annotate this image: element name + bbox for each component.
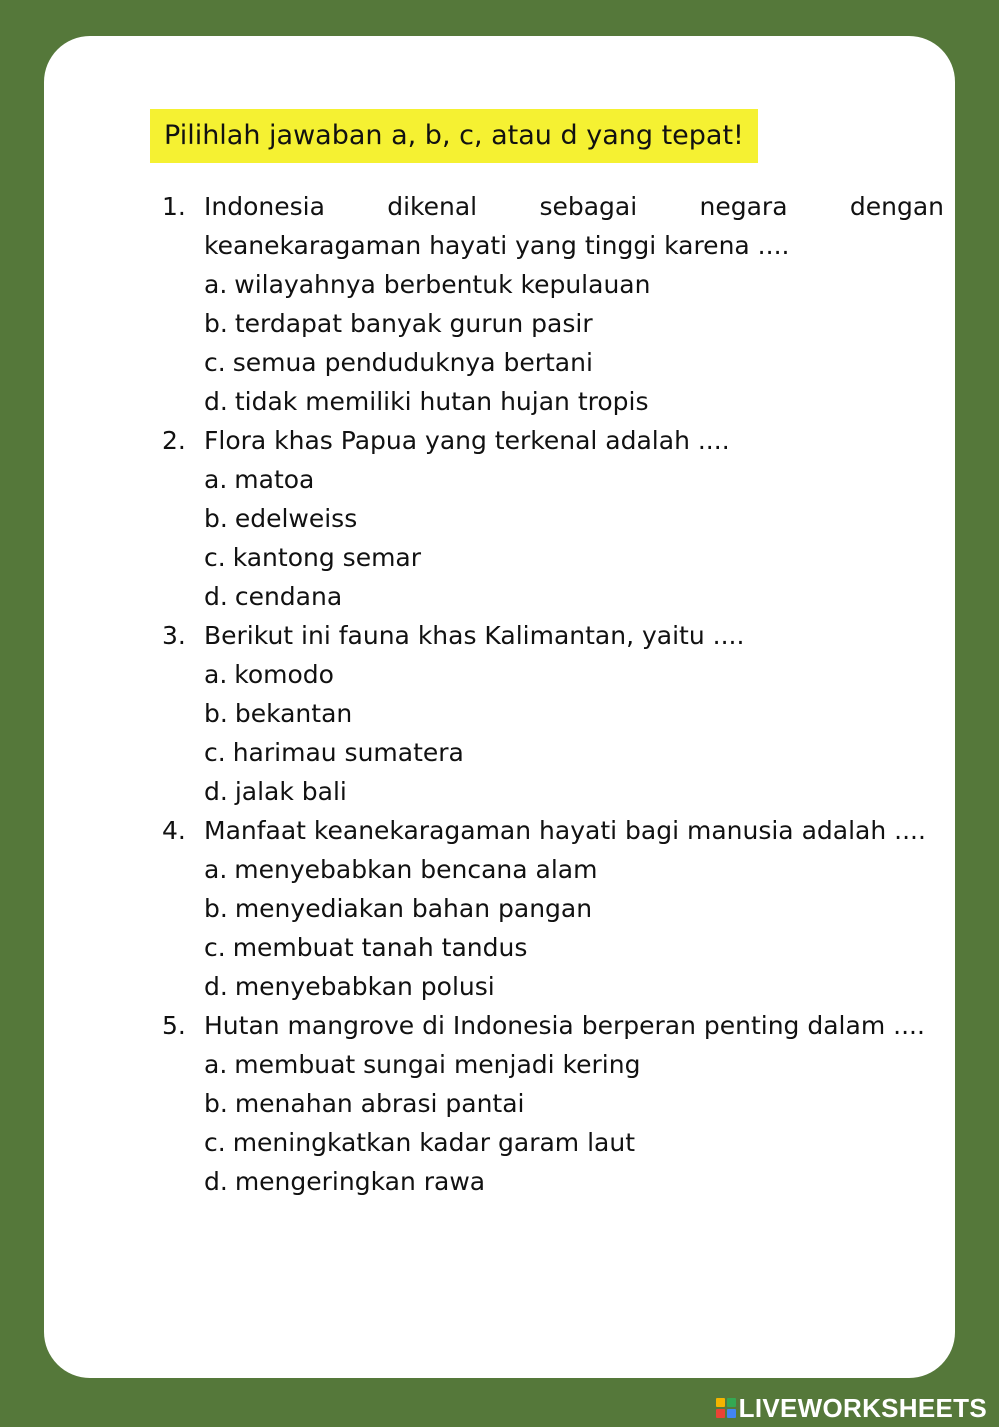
option-letter: c. [204, 933, 226, 962]
question-text: Indonesia dikenal sebagai negara dengan keanekaragaman hayati yang tinggi karena .... [204, 192, 944, 260]
question-item [162, 187, 944, 421]
option-letter: c. [204, 738, 226, 767]
option-text: tidak memiliki hutan hujan tropis [234, 387, 649, 416]
option-text: menahan abrasi pantai [234, 1089, 525, 1118]
option-letter: c. [204, 1128, 226, 1157]
option-letter: b. [204, 894, 228, 923]
question-text: Manfaat keanekaragaman hayati bagi manusia adalah .... [204, 816, 926, 845]
option-letter: a. [204, 855, 228, 884]
answer-option [204, 850, 944, 889]
option-letter: a. [204, 465, 228, 494]
option-list [204, 655, 944, 811]
answer-option [204, 538, 944, 577]
option-text: meningkatkan kadar garam laut [232, 1128, 636, 1157]
answer-option [204, 928, 944, 967]
question-item [162, 811, 944, 1006]
logo-square [727, 1409, 736, 1418]
answer-option [204, 889, 944, 928]
logo-square [727, 1398, 736, 1407]
answer-option [204, 499, 944, 538]
answer-option [204, 343, 944, 382]
option-letter: a. [204, 660, 228, 689]
option-letter: b. [204, 504, 228, 533]
brand-name: LIVEWORKSHEETS [738, 1392, 987, 1423]
worksheet-card [44, 36, 955, 1378]
answer-option [204, 1162, 944, 1201]
option-text: harimau sumatera [232, 738, 464, 767]
instruction-banner: Pilihlah jawaban a, b, c, atau d yang tepat! [150, 109, 758, 163]
option-letter: b. [204, 309, 228, 338]
option-letter: d. [204, 387, 228, 416]
option-text: wilayahnya berbentuk kepulauan [234, 270, 651, 299]
option-text: komodo [234, 660, 334, 689]
question-item [162, 1006, 944, 1201]
answer-option [204, 772, 944, 811]
option-letter: d. [204, 777, 228, 806]
answer-option [204, 1123, 944, 1162]
option-text: membuat tanah tandus [232, 933, 528, 962]
question-text: Hutan mangrove di Indonesia berperan penting dalam .... [204, 1011, 925, 1040]
answer-option [204, 1084, 944, 1123]
option-text: terdapat banyak gurun pasir [234, 309, 593, 338]
answer-option [204, 733, 944, 772]
answer-option [204, 382, 944, 421]
answer-option [204, 967, 944, 1006]
option-text: matoa [234, 465, 315, 494]
option-text: membuat sungai menjadi kering [234, 1050, 641, 1079]
question-text: Berikut ini fauna khas Kalimantan, yaitu .... [204, 621, 745, 650]
question-number: 4. [162, 816, 186, 845]
answer-option [204, 265, 944, 304]
option-letter: c. [204, 543, 226, 572]
question-list [162, 187, 944, 1201]
question-text: Flora khas Papua yang terkenal adalah .... [204, 426, 730, 455]
answer-option [204, 1045, 944, 1084]
option-letter: d. [204, 972, 228, 1001]
answer-option [204, 577, 944, 616]
option-text: semua penduduknya bertani [232, 348, 593, 377]
question-number: 2. [162, 426, 186, 455]
liveworksheets-logo-icon [716, 1398, 736, 1418]
option-list [204, 850, 944, 1006]
option-text: menyebabkan bencana alam [234, 855, 598, 884]
question-number: 1. [162, 192, 186, 221]
option-letter: b. [204, 1089, 228, 1118]
option-text: jalak bali [234, 777, 347, 806]
option-list [204, 460, 944, 616]
option-text: menyebabkan polusi [234, 972, 495, 1001]
logo-square [716, 1409, 725, 1418]
logo-square [716, 1398, 725, 1407]
question-number: 3. [162, 621, 186, 650]
question-item [162, 421, 944, 616]
answer-option [204, 304, 944, 343]
option-letter: a. [204, 270, 228, 299]
option-letter: c. [204, 348, 226, 377]
option-text: mengeringkan rawa [234, 1167, 486, 1196]
option-text: menyediakan bahan pangan [234, 894, 593, 923]
question-item [162, 616, 944, 811]
question-number: 5. [162, 1011, 186, 1040]
option-text: kantong semar [232, 543, 422, 572]
option-letter: b. [204, 699, 228, 728]
answer-option [204, 655, 944, 694]
option-list [204, 265, 944, 421]
option-letter: a. [204, 1050, 228, 1079]
option-text: edelweiss [234, 504, 358, 533]
option-list [204, 1045, 944, 1201]
option-text: cendana [234, 582, 343, 611]
option-text: bekantan [234, 699, 353, 728]
answer-option [204, 694, 944, 733]
option-letter: d. [204, 582, 228, 611]
option-letter: d. [204, 1167, 228, 1196]
footer-branding [716, 1393, 987, 1423]
answer-option [204, 460, 944, 499]
